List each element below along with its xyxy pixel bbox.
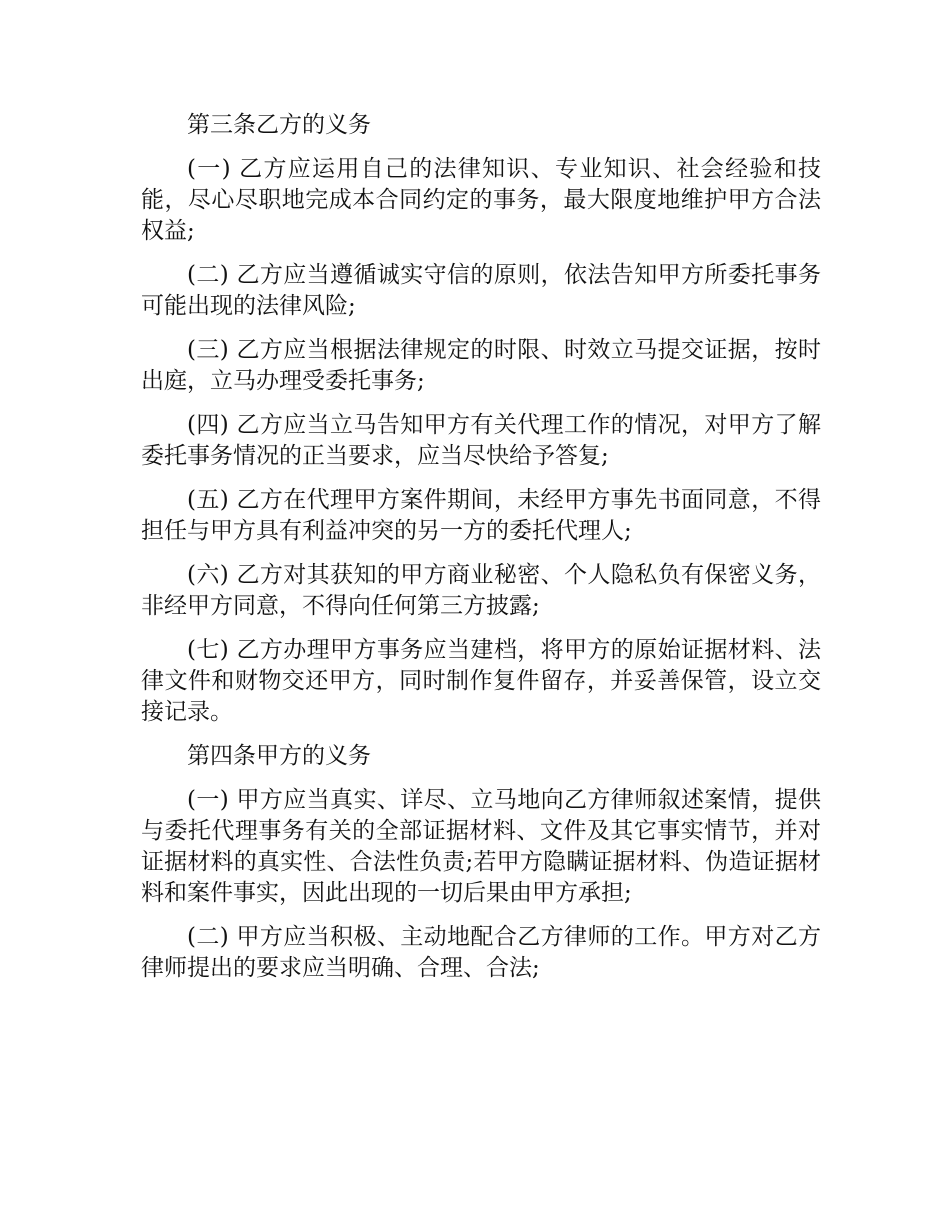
section-3-item-5: (五) 乙方在代理甲方案件期间，未经甲方事先书面同意，不得担任与甲方具有利益冲突的另一方的委托代理人; <box>141 487 821 544</box>
section-3-item-7: (七) 乙方办理甲方事务应当建档，将甲方的原始证据材料、法律文件和财物交还甲方，同时制作复件留存，并妥善保管，设立交接记录。 <box>141 637 821 725</box>
section-4-item-1: (一) 甲方应当真实、详尽、立马地向乙方律师叙述案情，提供与委托代理事务有关的全部证据材料、文件及其它事实情节，并对证据材料的真实性、合法性负责;若甲方隐瞒证据材料、伪造证据材料和案件事实，因此出现的一切后果由甲方承担; <box>141 787 821 906</box>
document-page <box>141 110 821 997</box>
section-3-item-4: (四) 乙方应当立马告知甲方有关代理工作的情况，对甲方了解委托事务情况的正当要求，应当尽快给予答复; <box>141 412 821 469</box>
section-3-item-2: (二) 乙方应当遵循诚实守信的原则，依法告知甲方所委托事务可能出现的法律风险; <box>141 262 821 319</box>
section-4-item-2: (二) 甲方应当积极、主动地配合乙方律师的工作。甲方对乙方律师提出的要求应当明确、合理、合法; <box>141 924 821 981</box>
section-3-item-3: (三) 乙方应当根据法律规定的时限、时效立马提交证据，按时出庭，立马办理受委托事务; <box>141 337 821 394</box>
section-3-item-1: (一) 乙方应运用自己的法律知识、专业知识、社会经验和技能，尽心尽职地完成本合同约定的事务，最大限度地维护甲方合法权益; <box>141 156 821 244</box>
section-3-item-6: (六) 乙方对其获知的甲方商业秘密、个人隐私负有保密义务，非经甲方同意，不得向任何第三方披露; <box>141 562 821 619</box>
section-4-title: 第四条甲方的义务 <box>187 743 371 769</box>
section-3-title: 第三条乙方的义务 <box>187 112 371 138</box>
